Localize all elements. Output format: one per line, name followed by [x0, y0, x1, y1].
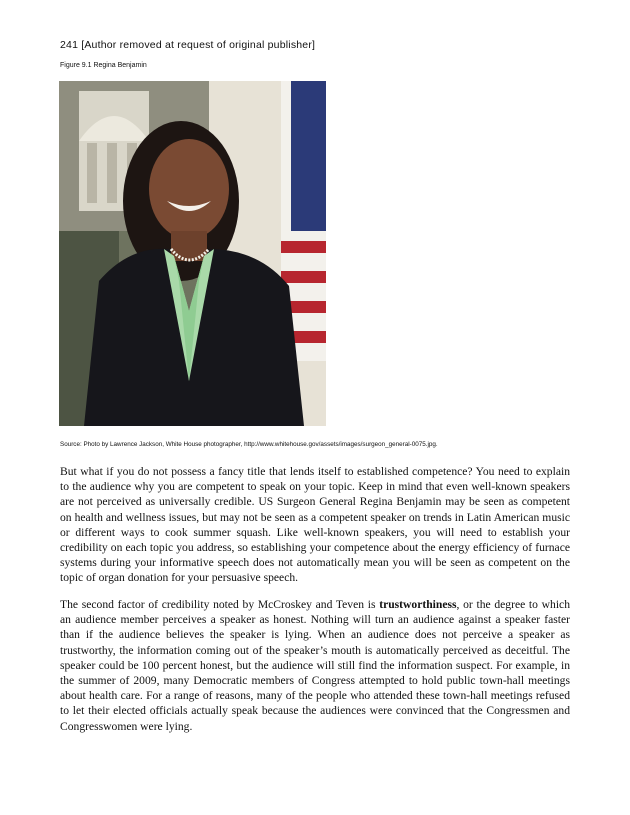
term-trustworthiness: trustworthiness [379, 598, 457, 611]
paragraph-2-text-start: The second factor of credibility noted by McCroskey and Teven is [60, 598, 380, 611]
page-header: 241 [Author removed at request of original publisher] [60, 39, 316, 51]
body-paragraph-2 [60, 597, 570, 734]
figure-source: Source: Photo by Lawrence Jackson, White House photographer, http://www.whitehouse.gov/assets/images/surgeon_general-0075.jpg. [60, 441, 438, 448]
figure-caption: Figure 9.1 Regina Benjamin [60, 62, 147, 69]
figure-photo [59, 81, 326, 426]
body-paragraph-1: But what if you do not possess a fancy title that lends itself to established competence? You need to explain to the audience why you are competent to speak on your topic. Keep in mind that even well-known speakers are not perceived as universally credible. US Surgeon General Regina Benjamin may be seen as competent on health and wellness issues, but may not be seen as a competent speaker on trends in Latin American music or different ways to cook summer squash. Like well-known speakers, you will need to establish your credibility on each topic you address, so establishing your competence about the energy efficiency of furnace systems during your informative speech does not automatically mean you will be seen as competent on the topic of organ donation for your persuasive speech. [60, 465, 570, 585]
paragraph-2-text-end: , or the degree to which an audience member perceives a speaker as honest. Nothing will turn an audience against a speaker faster than if the audience believes the speaker is lying. When an audience does not perceive a speaker as trustworthy, the information coming out of the speaker’s mouth is automatically perceived as deceitful. The speaker could be 100 percent honest, but the audience will still find the information suspect. For example, in the summer of 2009, many Democratic members of Congress attempted to hold public town-hall meetings about health care. For a range of reasons, many of the people who attended these town-hall meetings refused to let their elected officials actually speak because the audiences were convinced that the Congressmen and Congresswomen were lying. [60, 598, 570, 733]
